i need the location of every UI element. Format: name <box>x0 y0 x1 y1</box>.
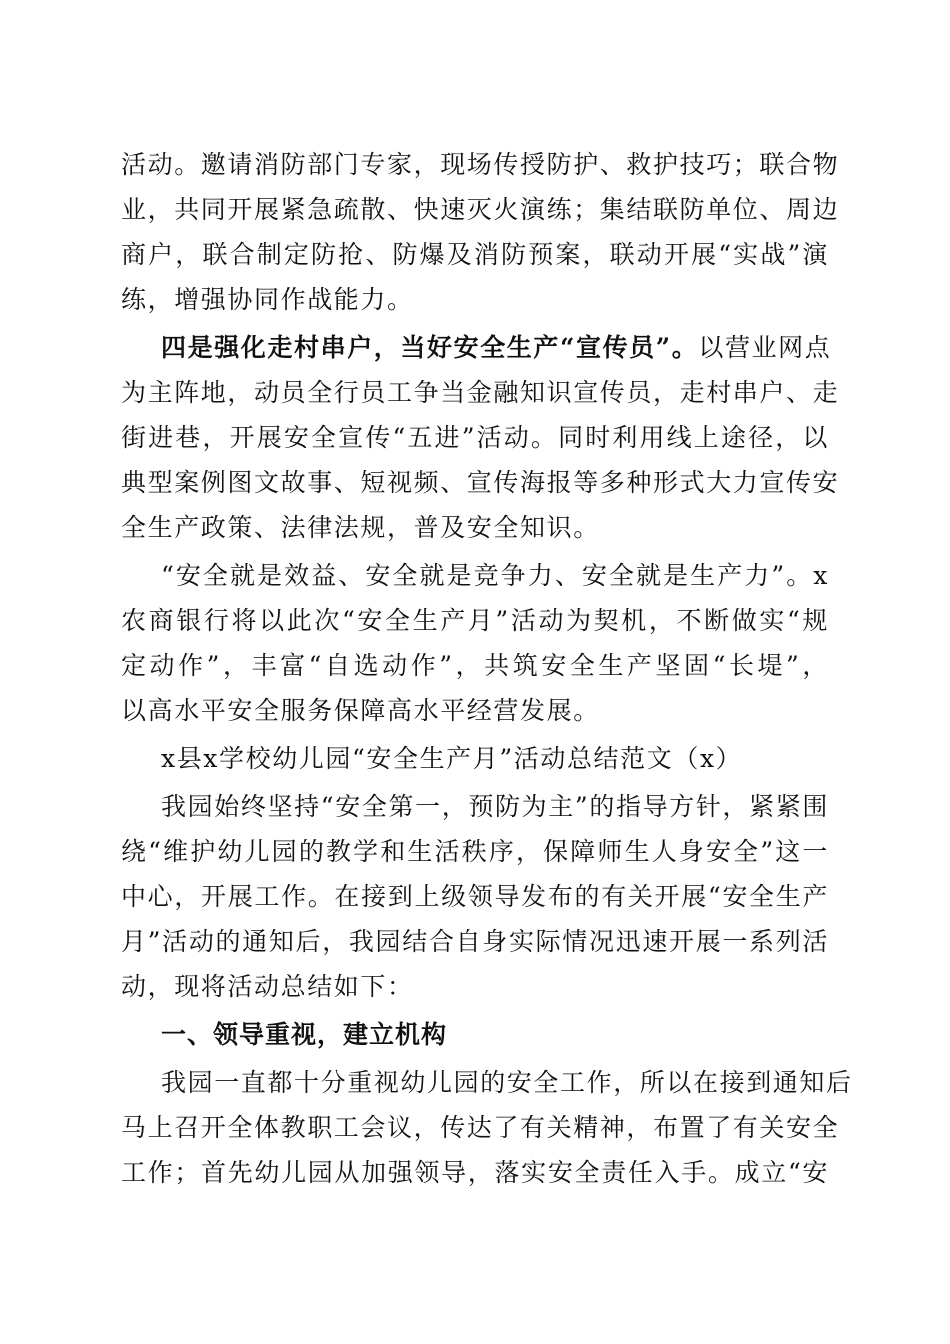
text-line: 典型案例图文故事、短视频、宣传海报等多种形式大力宣传安 <box>121 468 840 497</box>
text-line: 为主阵地，动员全行员工争当金融知识宣传员，走村串户、走 <box>121 378 840 407</box>
heading-leadership: 一、领导重视，建立机构 <box>161 1020 448 1049</box>
text-line: 我园一直都十分重视幼儿园的安全工作，所以在接到通知后 <box>161 1068 853 1097</box>
text-line: 全生产政策、法律法规，普及安全知识。 <box>121 513 600 542</box>
paragraph-leadership <box>121 1060 853 1195</box>
text-line: 月”活动的通知后，我园结合自身实际情况迅速开展一系列活 <box>121 927 829 956</box>
text-line: 业，共同开展紧急疏散、快速灭火演练；集结联防单位、周边 <box>121 195 840 224</box>
section-title <box>121 736 829 781</box>
text-line: 马上召开全体教职工会议，传达了有关精神，布置了有关安全 <box>121 1113 840 1142</box>
text-line: 活动。邀请消防部门专家，现场传授防护、救护技巧；联合物 <box>121 150 840 179</box>
text-run: 以营业网点 <box>698 333 832 362</box>
document-body <box>121 142 853 1195</box>
paragraph-lead-bold: 四是强化走村串户，当好安全生产“宣传员”。 <box>161 333 699 362</box>
text-line: 动，现将活动总结如下： <box>121 972 414 1001</box>
text-line: 定动作”，丰富“自选动作”，共筑安全生产坚固“长堤”， <box>121 651 829 680</box>
text-line: 农商银行将以此次“安全生产月”活动为契机，不断做实“规 <box>121 606 829 635</box>
paragraph-drills <box>121 142 840 322</box>
text-line: 我园始终坚持“安全第一，预防为主”的指导方针，紧紧围 <box>161 792 829 821</box>
text-line: 中心，开展工作。在接到上级领导发布的有关开展“安全生产 <box>121 882 829 911</box>
text-line: “安全就是效益、安全就是竞争力、安全就是生产力”。x <box>161 561 829 590</box>
text-line: 商户，联合制定防抢、防爆及消防预案，联动开展“实战”演 <box>121 240 829 269</box>
paragraph-conclusion <box>121 553 829 733</box>
paragraph-intro <box>121 784 829 1009</box>
document-title: x县x学校幼儿园“安全生产月”活动总结范文（x） <box>161 744 743 773</box>
text-line <box>121 325 832 370</box>
text-line: 以高水平安全服务保障高水平经营发展。 <box>121 696 600 725</box>
text-line: 工作；首先幼儿园从加强领导，落实安全责任入手。成立“安 <box>121 1158 829 1187</box>
paragraph-propaganda <box>121 325 840 550</box>
text-line: 练，增强协同作战能力。 <box>121 285 414 314</box>
section-heading <box>121 1012 829 1057</box>
text-line: 街进巷，开展安全宣传“五进”活动。同时利用线上途径，以 <box>121 423 829 452</box>
text-line: 绕“维护幼儿园的教学和生活秩序，保障师生人身安全”这一 <box>121 837 829 866</box>
